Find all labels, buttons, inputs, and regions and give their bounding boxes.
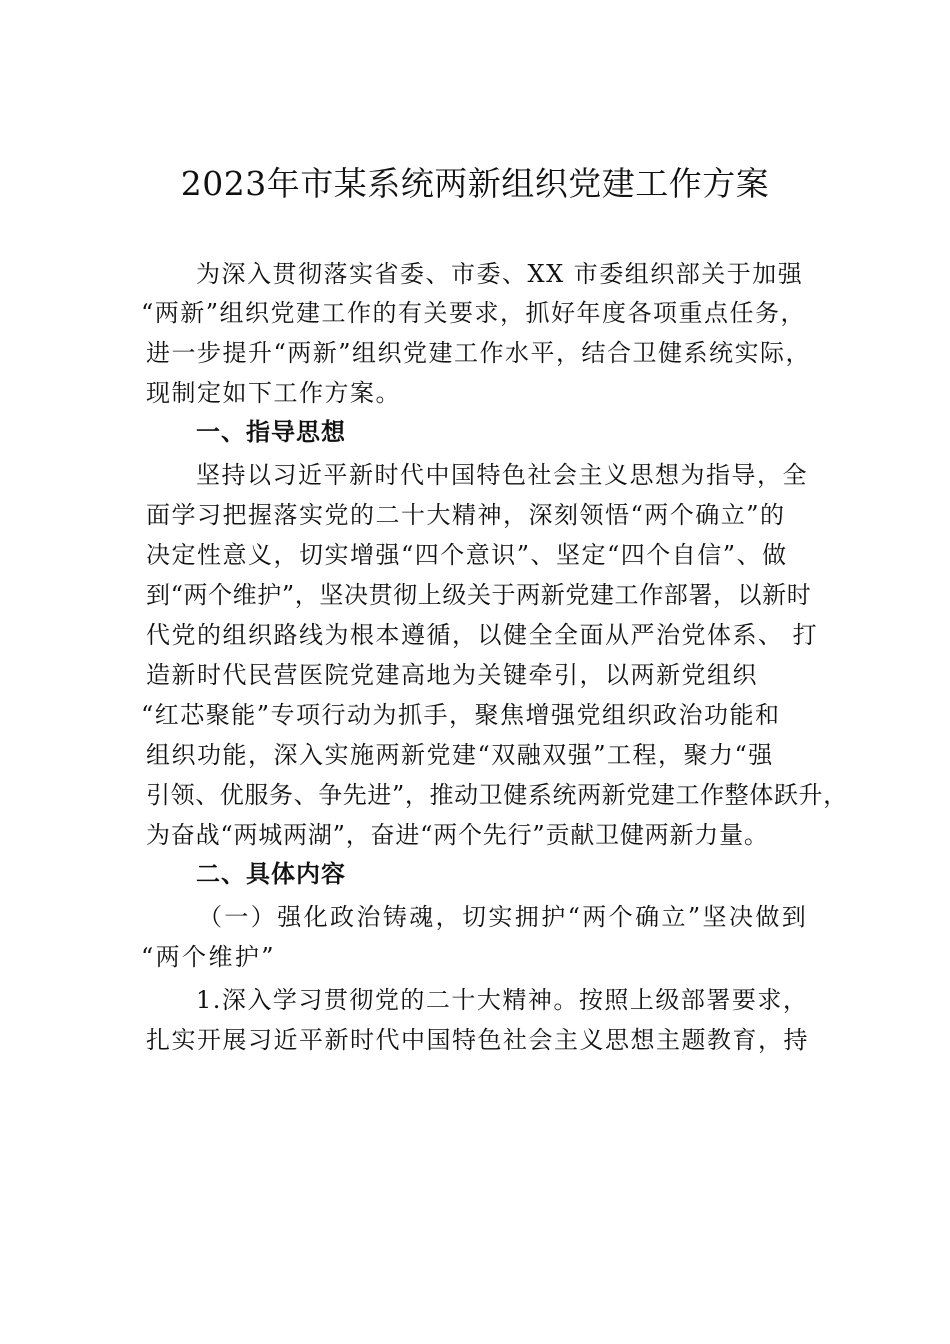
subsection-heading: （一）强化政治铸魂，切实拥护“两个确立”坚决做到 <box>198 903 809 931</box>
paragraph-line: 组织功能，深入实施两新党建“双融双强”工程，聚力“强 <box>146 741 774 769</box>
item-line: 扎实开展习近平新时代中国特色社会主义思想主题教育，持 <box>146 1026 809 1054</box>
item-line: 1.深入学习贯彻党的二十大精神。按照上级部署要求， <box>196 986 809 1014</box>
document-title: 2023年市某系统两新组织党建工作方案 <box>180 164 770 203</box>
paragraph-line: 决定性意义，切实增强“四个意识”、坚定“四个自信”、做 <box>146 541 788 569</box>
paragraph-line: “红芯聚能”专项行动为抓手，聚焦增强党组织政治功能和 <box>141 701 781 729</box>
paragraph-line: 坚持以习近平新时代中国特色社会主义思想为指导，全 <box>196 461 808 489</box>
intro-line: 为深入贯彻落实省委、市委、XX 市委组织部关于加强 <box>196 260 804 288</box>
section-heading-guiding-ideology: 一、指导思想 <box>196 418 346 446</box>
section-heading-specific-content: 二、具体内容 <box>196 860 346 888</box>
paragraph-line: 代党的组织路线为根本遵循，以健全全面从严治党体系、 打 <box>146 621 819 649</box>
paragraph-line: 为奋战“两城两湖”，奋进“两个先行”贡献卫健两新力量。 <box>146 821 769 849</box>
paragraph-line: 面学习把握落实党的二十大精神，深刻领悟“两个确立”的 <box>146 501 786 529</box>
paragraph-line: 到“两个维护”，坚决贯彻上级关于两新党建工作部署，以新时 <box>146 581 812 609</box>
paragraph-line: 引领、优服务、争先进”，推动卫健系统两新党建工作整体跃升， <box>146 781 848 809</box>
intro-line: “两新”组织党建工作的有关要求，抓好年度各项重点任务， <box>141 299 807 327</box>
subsection-heading: “两个维护” <box>141 943 276 971</box>
intro-line: 进一步提升“两新”组织党建工作水平，结合卫健系统实际， <box>146 339 812 367</box>
paragraph-line: 造新时代民营医院党建高地为关键牵引，以两新党组织 <box>146 661 758 689</box>
intro-line: 现制定如下工作方案。 <box>146 379 401 407</box>
